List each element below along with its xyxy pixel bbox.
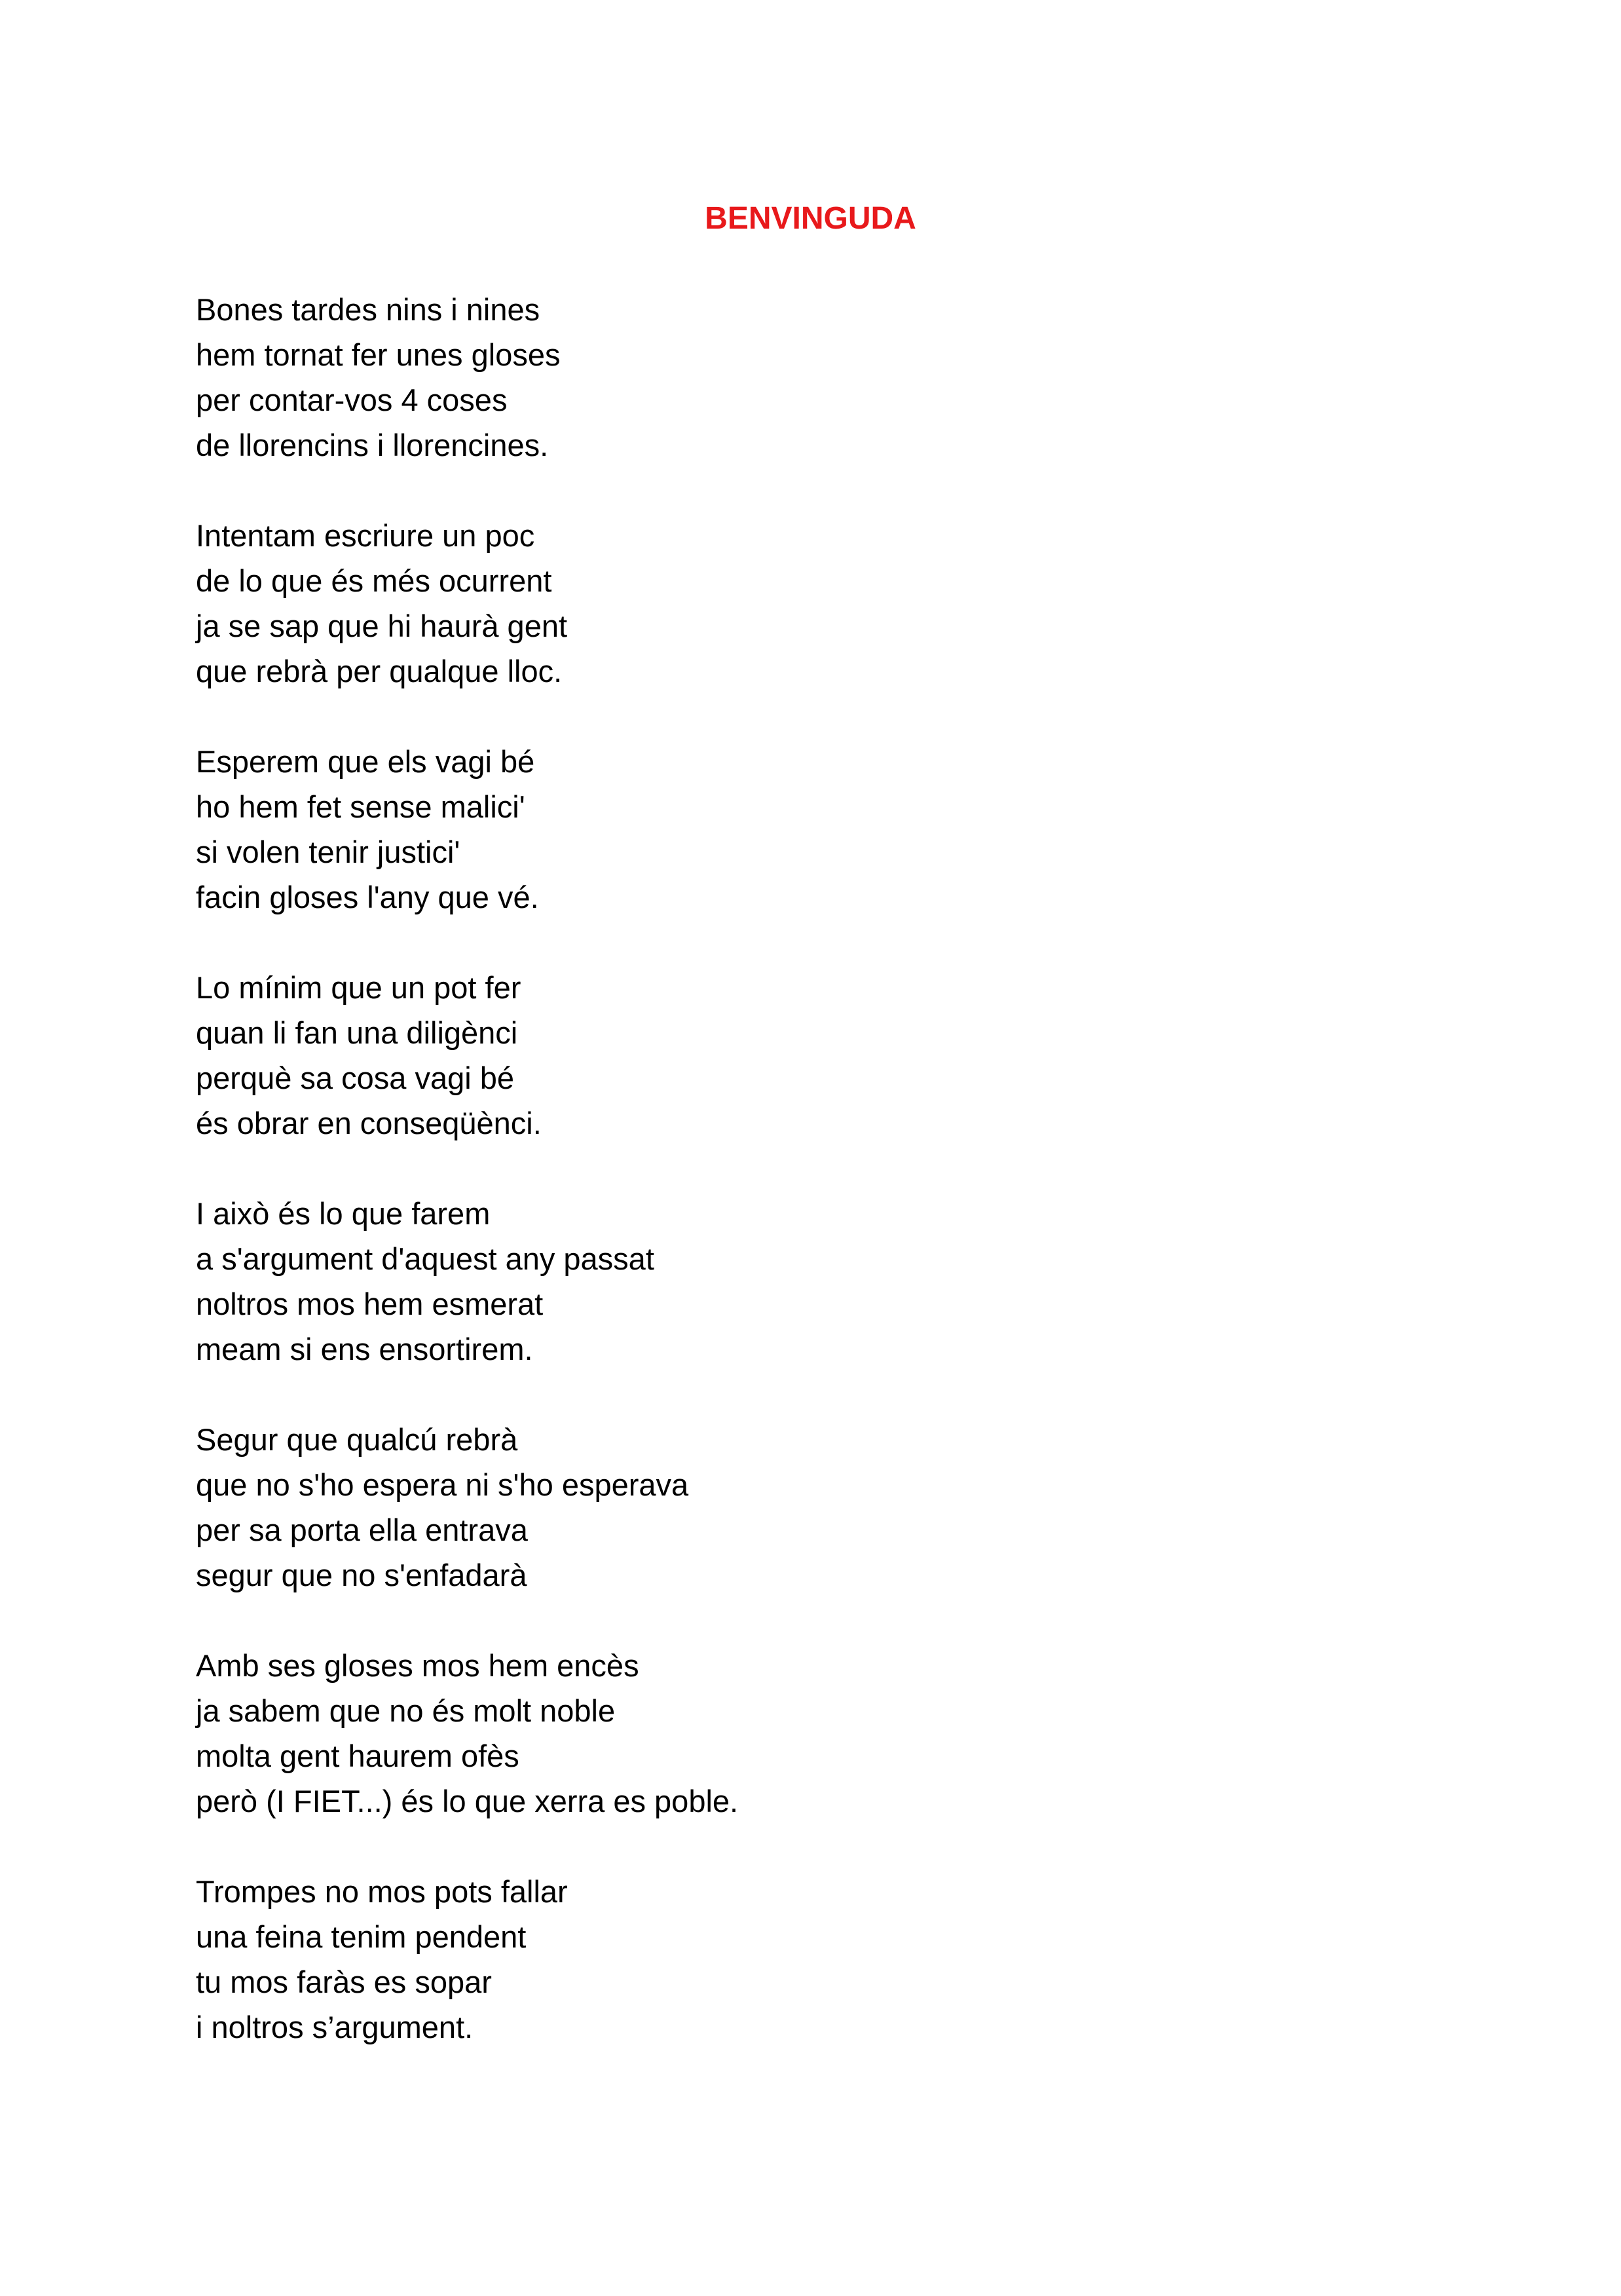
verse-line: a s'argument d'aquest any passat (196, 1241, 654, 1276)
verse-line: si volen tenir justici' (196, 835, 460, 869)
poem-body (196, 287, 1506, 2095)
verse-line: Bones tardes nins i nines (196, 292, 540, 327)
verse-line: però (I FIET...) és lo que xerra es poble. (196, 1784, 739, 1818)
verse-line: molta gent haurem ofès (196, 1739, 519, 1773)
verse-line: Segur que qualcú rebrà (196, 1422, 518, 1457)
verse-line: de lo que és més ocurrent (196, 563, 552, 598)
verse-line: és obrar en conseqüènci. (196, 1106, 542, 1140)
verse-line: Esperem que els vagi bé (196, 744, 535, 779)
verse-line: quan li fan una diligènci (196, 1015, 518, 1050)
verse-line: ja se sap que hi haurà gent (196, 609, 568, 643)
verse-line: per contar-vos 4 coses (196, 383, 508, 417)
verse-line: per sa porta ella entrava (196, 1513, 528, 1547)
document-title: BENVINGUDA (705, 201, 916, 236)
verse-line: meam si ens ensortirem. (196, 1332, 533, 1366)
verse-line: que rebrà per qualque lloc. (196, 654, 563, 688)
verse-line: Intentam escriure un poc (196, 518, 535, 553)
stanza-6 (196, 1417, 1506, 1598)
stanza-1 (196, 287, 1506, 468)
verse-line: tu mos faràs es sopar (196, 1965, 492, 1999)
verse-line: que no s'ho espera ni s'ho esperava (196, 1467, 689, 1502)
verse-line: Amb ses gloses mos hem encès (196, 1648, 639, 1683)
verse-line: hem tornat fer unes gloses (196, 337, 561, 372)
verse-line: ja sabem que no és molt noble (196, 1693, 616, 1728)
verse-line: facin gloses l'any que vé. (196, 880, 539, 914)
verse-line: I això és lo que farem (196, 1196, 491, 1231)
stanza-5 (196, 1191, 1506, 1372)
verse-line: ho hem fet sense malici' (196, 789, 525, 824)
verse-line: i noltros s’argument. (196, 2010, 474, 2044)
verse-line: noltros mos hem esmerat (196, 1287, 544, 1321)
verse-line: de llorencins i llorencines. (196, 428, 549, 462)
verse-line: Trompes no mos pots fallar (196, 1874, 568, 1909)
stanza-2 (196, 513, 1506, 694)
verse-line: Lo mínim que un pot fer (196, 970, 521, 1005)
stanza-7 (196, 1643, 1506, 1824)
stanza-4 (196, 965, 1506, 1146)
verse-line: perquè sa cosa vagi bé (196, 1061, 514, 1095)
stanza-3 (196, 739, 1506, 920)
verse-line: segur que no s'enfadarà (196, 1558, 527, 1592)
stanza-8 (196, 1869, 1506, 2050)
verse-line: una feina tenim pendent (196, 1919, 527, 1954)
